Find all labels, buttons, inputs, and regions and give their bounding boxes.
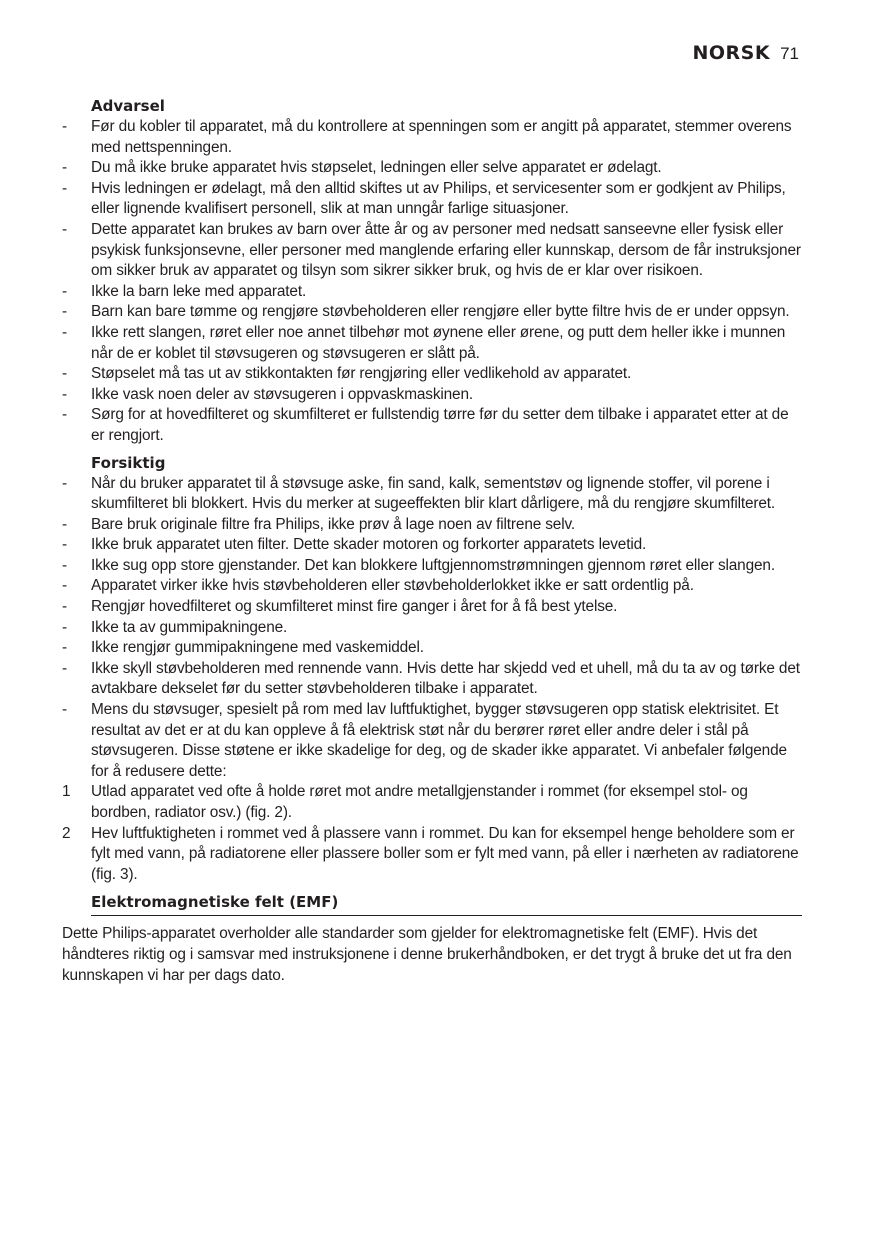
list-item-text: Bare bruk originale filtre fra Philips, ikke prøv å lage noen av filtrene selv. [91,515,576,533]
list-item-marker: - [62,639,67,657]
list-item-marker: - [62,556,67,574]
list-item-marker: - [62,659,67,677]
list-item-text: Utlad apparatet ved ofte å holde røret mot andre metallgjenstander i rommet (for eksempel stol- og bordben, radiator osv.) (fig. 2). [91,783,748,821]
list-item [62,179,802,220]
list-item-text: Hev luftfuktigheten i rommet ved å plassere vann i rommet. Du kan for eksempel henge beholdere som er fylt med vann, på radiatorene eller plassere boller som er fylt med vann, på eller i nærheten av radiatorene (fig. 3). [91,824,799,883]
list-item-text: Dette apparatet kan brukes av barn over åtte år og av personer med nedsatt sanseevne eller fysisk eller psykisk funksjonsevne, eller personer med manglende erfaring eller kunnskap, dersom de får instruksjoner om sikker bruk av apparatet og tilsyn som sikrer sikker bruk, og hvis de er klar over risikoen. [91,220,801,280]
list-item [62,659,802,700]
list-item-marker: - [62,118,67,135]
list-item-marker: - [62,385,67,403]
list-item-text: Ikke rett slangen, røret eller noe annet tilbehør mot øynene eller ørene, og putt dem heller ikke i munnen når de er koblet til støvsugeren og støvsugeren er slått på. [91,323,786,362]
list-item-marker: - [62,159,67,177]
list-item [62,220,802,282]
caution-section [62,453,802,886]
list-item-marker: - [62,179,67,197]
list-item [62,282,802,303]
list-item [62,302,802,323]
list-item [62,576,802,597]
list-item-marker: - [62,220,67,238]
caution-list [62,474,802,886]
list-item-marker: - [62,406,67,424]
list-item [62,474,802,515]
list-item [62,782,802,823]
list-item-text: Ikke la barn leke med apparatet. [91,282,307,300]
list-item-text: Ikke skyll støvbeholderen med rennende vann. Hvis dette har skjedd ved et uhell, må du ta av og tørke det avtakbare dekselet før du setter støvbeholderen tilbake i apparatet. [91,659,800,698]
list-item-text: Når du bruker apparatet til å støvsuge aske, fin sand, kalk, sementstøv og lignende stoffer, vil porene i skumfilteret bli blokkert. Hvis du merker at sugeeffekten blir klart dårligere, må du rengjøre skumfilteret. [91,474,776,513]
list-item [62,323,802,364]
list-item-marker: 1 [62,783,71,801]
emf-paragraph: Dette Philips-apparatet overholder alle standarder som gjelder for elektromagnetiske felt (EMF). Hvis det håndteres riktig og i samsvar med instruksjonene i denne brukerhåndboken, er det trygt å bruke det ut fra den kunnskapen vi har per dags dato. [62,925,792,984]
list-item [62,535,802,556]
list-item [62,515,802,536]
list-item-text: Sørg for at hovedfilteret og skumfilteret er fullstendig tørre før du setter dem tilbake i apparatet etter at de er rengjort. [91,406,789,444]
list-item-text: Barn kan bare tømme og rengjøre støvbeholderen eller rengjøre eller bytte filtre hvis de er under oppsyn. [91,303,790,321]
list-item [62,638,802,659]
list-item [62,597,802,618]
list-item-marker: - [62,536,67,554]
list-item-marker: - [62,618,67,636]
list-item-text: Ikke ta av gummipakningene. [91,618,288,636]
list-item-text: Før du kobler til apparatet, må du kontrollere at spenningen som er angitt på apparatet, stemmer overens med nettspenningen. [91,118,792,156]
list-item-text: Rengjør hovedfilteret og skumfilteret minst fire ganger i året for å få best ytelse. [91,598,618,616]
list-item [62,364,802,385]
list-item-marker: - [62,365,67,383]
list-item [62,405,802,446]
list-item-text: Apparatet virker ikke hvis støvbeholderen eller støvbeholderlokket ikke er satt ordentlig på. [91,577,694,595]
list-item [62,618,802,639]
emf-title: Elektromagnetiske felt (EMF) [91,891,802,916]
list-item-text: Ikke vask noen deler av støvsugeren i oppvaskmaskinen. [91,385,473,403]
page-content [62,96,802,986]
list-item-marker: - [62,282,67,300]
list-item-text: Hvis ledningen er ødelagt, må den alltid skiftes ut av Philips, et servicesenter som er godkjent av Philips, eller lignende kvalifisert personell, slik at man unngår farlige situasjoner. [91,179,786,218]
list-item [62,158,802,179]
list-item-marker: - [62,474,67,492]
list-item-text: Du må ikke bruke apparatet hvis støpselet, ledningen eller selve apparatet er ødelagt. [91,159,662,177]
warning-list [62,117,802,447]
list-item-marker: - [62,323,67,341]
list-item-text: Ikke rengjør gummipakningene med vaskemiddel. [91,639,424,657]
caution-title: Forsiktig [91,453,166,472]
list-item [62,385,802,406]
list-item-marker: - [62,701,67,719]
language-label: NORSK [692,42,771,64]
list-item-text: Ikke sug opp store gjenstander. Det kan blokkere luftgjennomstrømningen gjennom røret eller slangen. [91,556,775,574]
warning-section [62,96,802,447]
list-item [62,700,802,782]
warning-title: Advarsel [91,97,165,115]
list-item-text: Støpselet må tas ut av stikkontakten før rengjøring eller vedlikehold av apparatet. [91,365,632,383]
list-item-marker: - [62,577,67,595]
list-item-marker: - [62,303,67,321]
list-item [62,117,802,158]
list-item [62,556,802,577]
list-item-marker: - [62,598,67,616]
list-item-text: Ikke bruk apparatet uten filter. Dette skader motoren og forkorter apparatets levetid. [91,536,647,554]
list-item-marker: - [62,515,67,533]
list-item [62,824,802,886]
page-header [692,42,799,64]
list-item-marker: 2 [62,824,71,842]
list-item-text: Mens du støvsuger, spesielt på rom med lav luftfuktighet, bygger støvsugeren opp statisk elektrisitet. Et resultat av det er at du kan oppleve å få elektrisk støt når du berører røret eller andre deler i stål på støvsugeren. Disse støtene er ikke skadelige for deg, og de skader ikke apparatet. Vi anbefaler følgende for å redusere dette: [91,701,787,780]
page-number: 71 [780,44,799,63]
